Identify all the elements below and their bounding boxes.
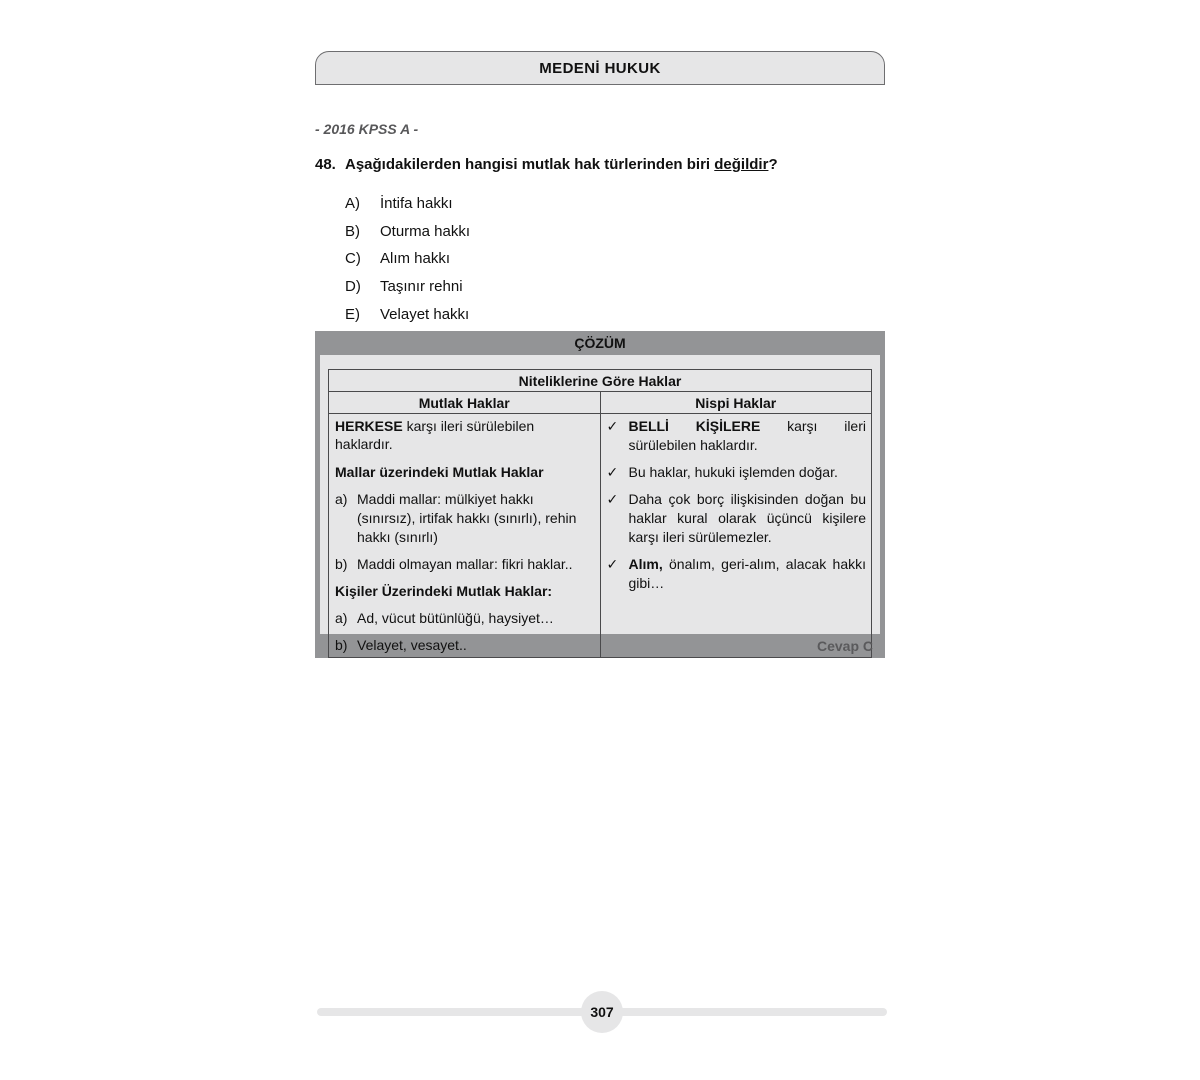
option-e: E) Velayet hakkı <box>345 305 470 323</box>
answer-options <box>345 190 470 328</box>
persons-heading: Kişiler Üzerindeki Mutlak Haklar: <box>335 583 553 599</box>
absolute-rights-cell <box>329 414 601 658</box>
chapter-header <box>315 51 885 85</box>
question-text: Aşağıdakilerden hangisi mutlak hak türlerinden biri değildir? <box>345 156 778 173</box>
property-heading: Mallar üzerindeki Mutlak Haklar <box>335 464 544 480</box>
relative-rights-cell <box>600 414 872 658</box>
list-item: a) Maddi mallar: mülkiyet hakkı (sınırsız), irtifak hakkı (sınırlı), rehin hakkı (sınırlı) <box>335 491 577 545</box>
list-item: a) Ad, vücut bütünlüğü, haysiyet… <box>335 610 554 626</box>
list-item: b) Velayet, vesayet.. <box>335 637 467 653</box>
chapter-title: MEDENİ HUKUK <box>539 59 661 77</box>
table-title: Niteliklerine Göre Haklar <box>329 370 872 392</box>
question-number: 48. <box>315 156 336 173</box>
checkmark-icon: ✓ <box>606 418 619 434</box>
solution-title: ÇÖZÜM <box>574 335 626 351</box>
answer-key: Cevap C <box>816 638 873 654</box>
relative-rights-header: Nispi Haklar <box>600 392 872 414</box>
question-emphasis: değildir <box>714 156 769 173</box>
list-item: b) Maddi olmayan mallar: fikri haklar.. <box>335 556 573 572</box>
option-c: C) Alım hakkı <box>345 250 451 268</box>
question <box>315 156 885 173</box>
option-d: D) Taşınır rehni <box>345 278 463 296</box>
check-item: ✓ Alım, önalım, geri-alım, alacak hakkı gibi… <box>606 556 866 591</box>
page-number: 307 <box>581 991 623 1033</box>
check-item: ✓ Bu haklar, hukuki işlemden doğar. <box>606 464 838 480</box>
checkmark-icon: ✓ <box>606 491 619 507</box>
option-b: B) Oturma hakkı <box>345 222 471 240</box>
check-item: ✓ BELLİ KİŞİLERE karşı ileri sürülebilen haklardır. <box>606 418 866 453</box>
absolute-intro: HERKESE karşı ileri sürülebilen haklardır. <box>335 418 535 452</box>
option-a: A) İntifa hakkı <box>345 195 453 213</box>
solution-box <box>315 331 885 658</box>
page <box>315 0 885 1080</box>
checkmark-icon: ✓ <box>606 464 619 480</box>
rights-table <box>328 369 872 658</box>
checkmark-icon: ✓ <box>606 556 619 572</box>
check-item: ✓ Daha çok borç ilişkisinden doğan bu haklar kural olarak üçüncü kişilere karşı ileri sürülemezler. <box>606 491 866 545</box>
exam-source: - 2016 KPSS A - <box>315 121 419 137</box>
absolute-rights-header: Mutlak Haklar <box>329 392 601 414</box>
